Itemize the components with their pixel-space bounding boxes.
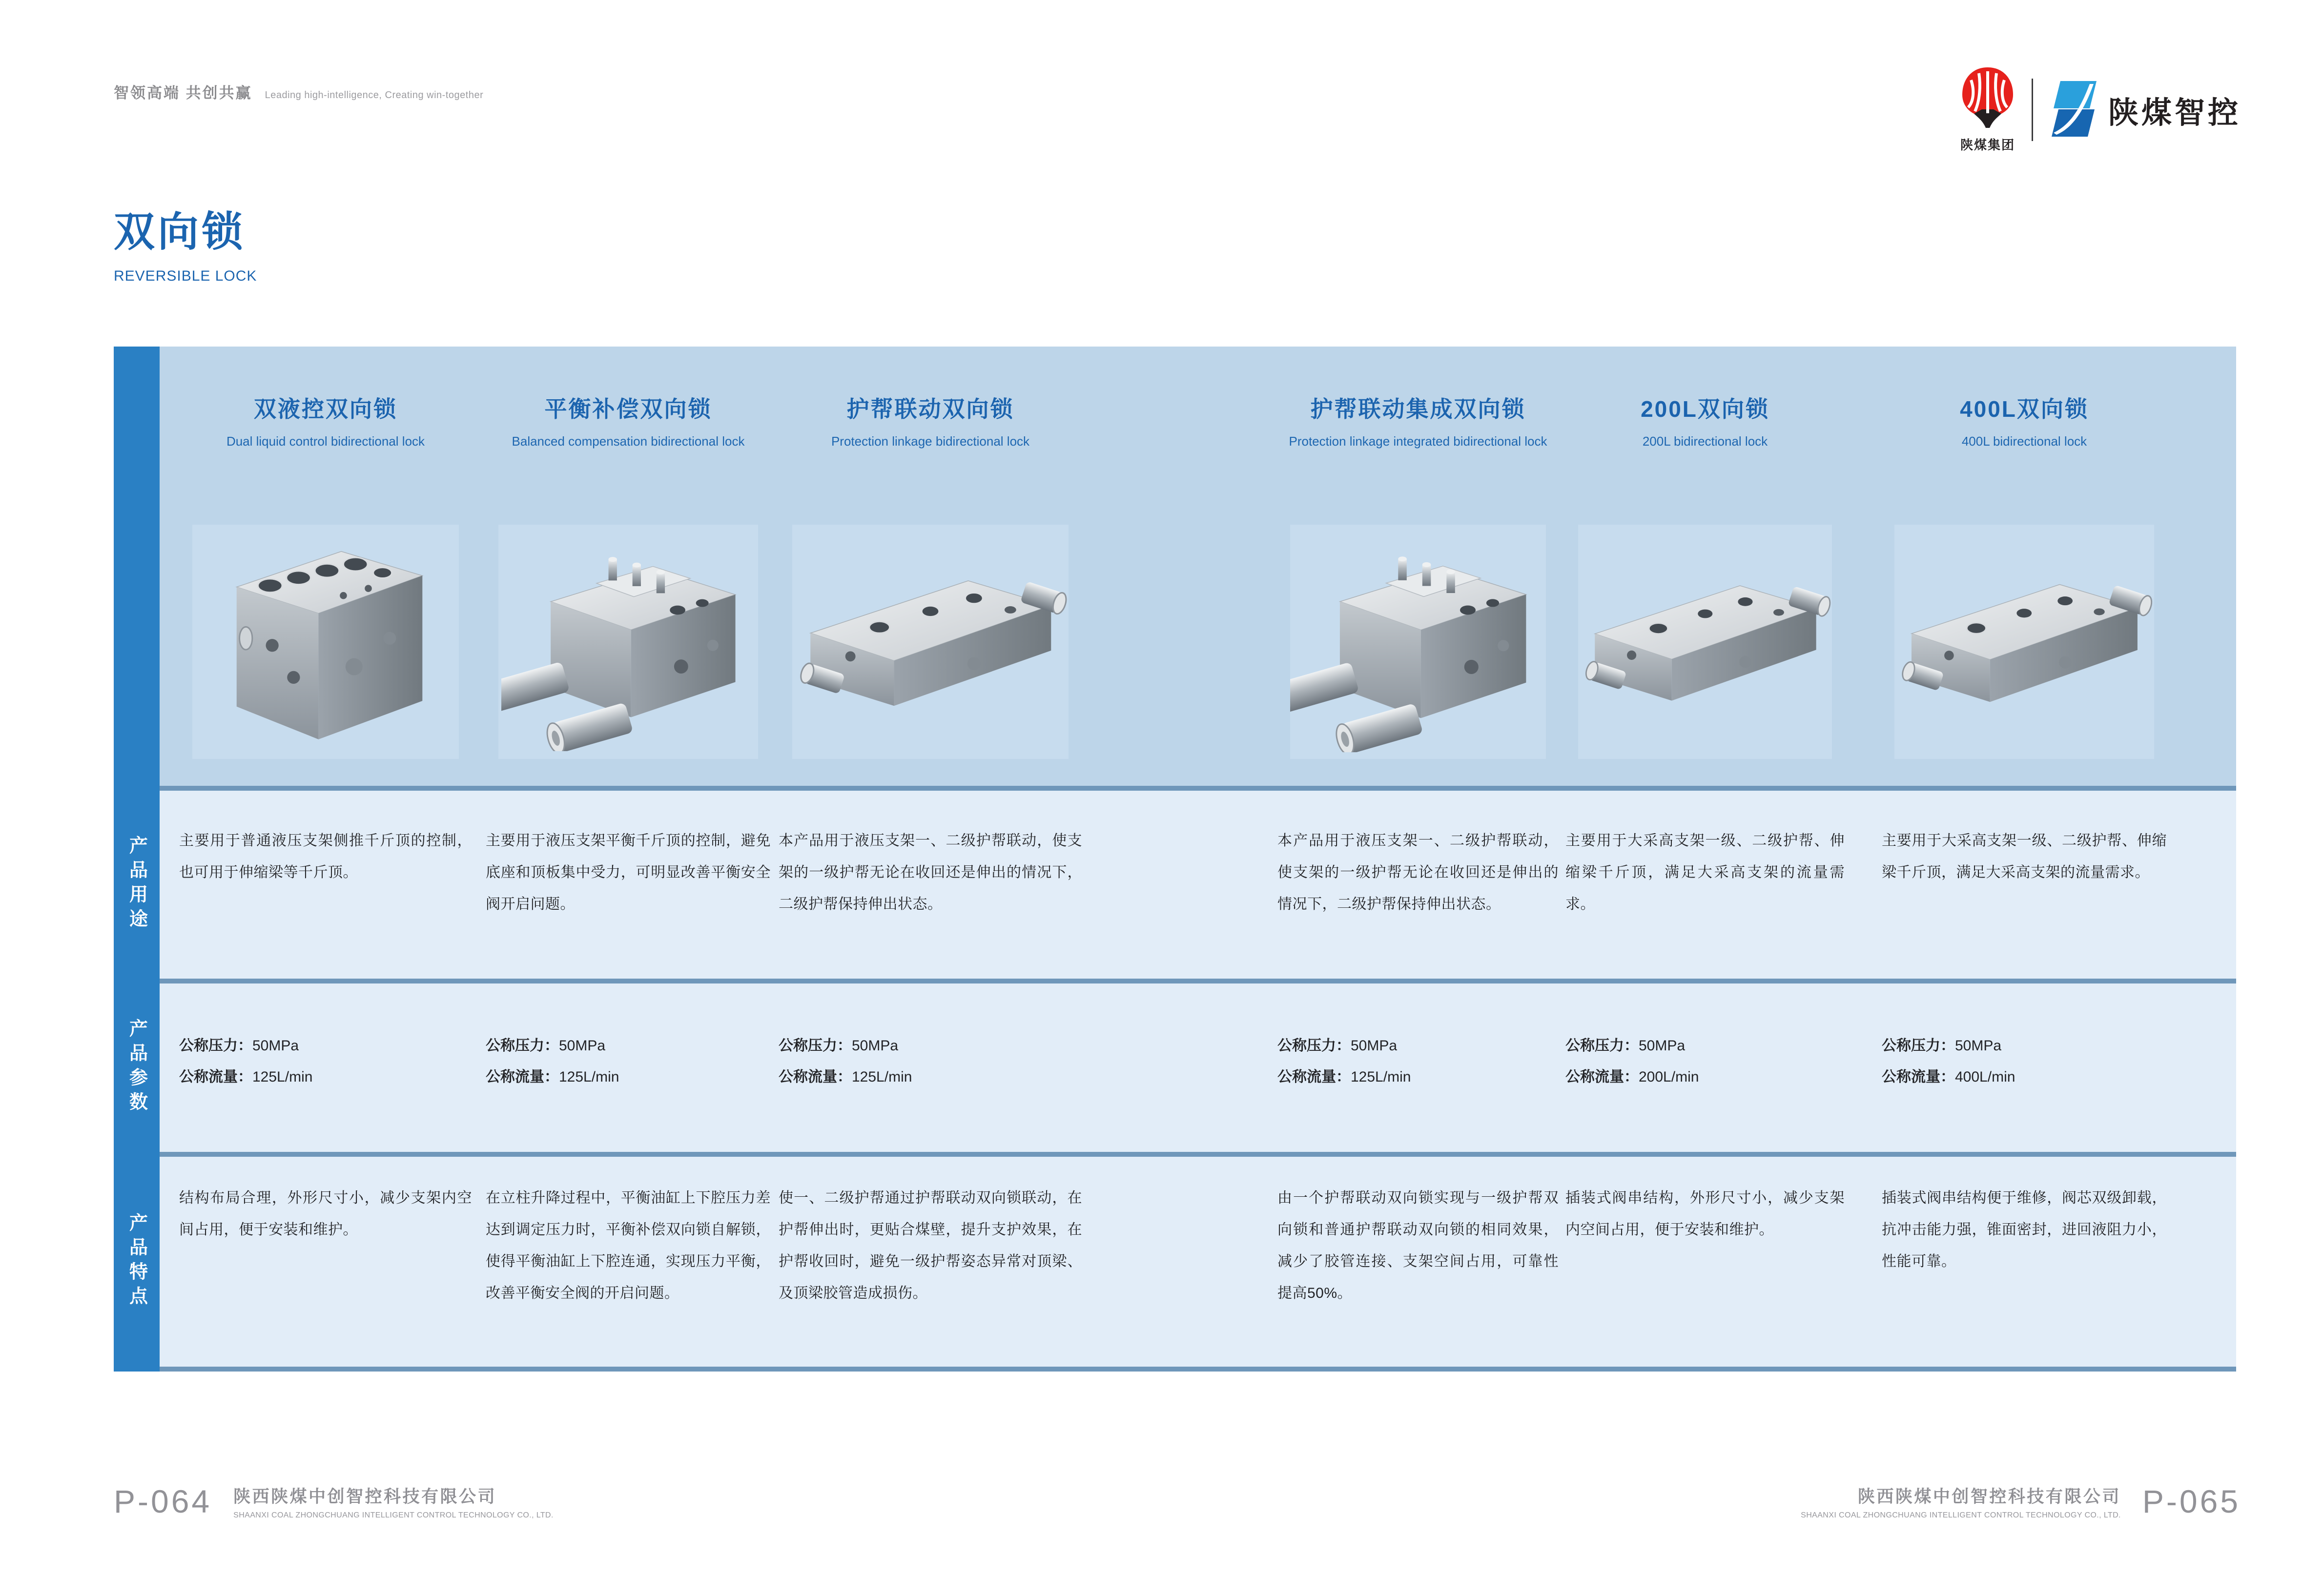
usage-cell [779,791,1082,979]
features-cell [486,1157,771,1367]
shanmei-zhikong-label: 陕煤智控 [2108,96,2241,130]
logo-divider [2032,79,2033,141]
flow-value: 200L/min [1639,1069,1699,1085]
flow-line [1277,1062,1559,1093]
product-name-cn: 护帮联动双向锁 [846,396,1014,422]
flow-value: 400L/min [1955,1069,2016,1085]
company-name-cn: 陕西陕煤中创智控科技有限公司 [1857,1487,2121,1506]
sidebar-label-features: 产品特点 [126,1213,147,1311]
features-row [160,1157,2236,1367]
features-text: 插装式阀串结构便于维修，阀芯双级卸载，抗冲击能力强，锥面密封，进回液阻力小，性能可靠。 [1882,1190,2167,1270]
product-image [498,525,758,759]
usage-cell [1565,791,1845,979]
features-text: 由一个护帮联动双向锁实现与一级护帮双向锁和普通护帮联动双向锁的相同效果，减少了胶管连接、支架空间占用，可靠性提高50%。 [1277,1190,1559,1301]
company-name-cn: 陕西陕煤中创智控科技有限公司 [233,1487,497,1506]
section-sidebar [114,347,160,1372]
product-image [1578,525,1832,759]
features-cell [779,1157,1082,1367]
pressure-line [1882,1030,2167,1062]
usage-cell [179,791,472,979]
usage-text: 主要用于大采高支架一级、二级护帮、伸缩梁千斤顶，满足大采高支架的流量需求。 [1882,833,2167,881]
flow-label: 公称流量： [1882,1069,1955,1085]
valve-block-illustration [792,551,1069,733]
features-cell [1882,1157,2167,1367]
features-cell [1277,1157,1559,1367]
flow-line [1565,1062,1845,1093]
flow-value: 125L/min [252,1069,313,1085]
flow-label: 公称流量： [779,1069,852,1085]
pressure-value: 50MPa [852,1038,899,1054]
pressure-line [179,1030,472,1062]
product-name-cn: 400L双向锁 [1960,396,2089,422]
header-logos [1960,68,2241,151]
params-cell [486,983,771,1152]
product-header-band [160,347,2236,786]
shanmei-group-logo [1960,66,2015,153]
pressure-value: 50MPa [1955,1038,2002,1054]
pressure-label: 公称压力： [1882,1038,1955,1054]
pressure-line [779,1030,1082,1062]
features-text: 使一、二级护帮通过护帮联动双向锁联动，在护帮伸出时，更贴合煤壁，提升支护效果，在护帮收回时，避免一级护帮姿态异常对顶梁、及顶梁胶管造成损伤。 [779,1190,1082,1301]
usage-cell [1882,791,2167,979]
slogan-cn: 智领高端 共创共赢 [114,84,252,102]
flow-line [179,1062,472,1093]
usage-text: 本产品用于液压支架一、二级护帮联动，使支架的一级护帮无论在收回还是伸出的情况下，二级护帮保持伸出状态。 [1277,833,1559,912]
product-name-en: Protection linkage integrated bidirectional lock [1289,434,1547,449]
row-divider [160,1152,2236,1157]
params-cell [1882,983,2167,1152]
company-signature [1801,1483,2121,1520]
product-image [1894,525,2154,759]
valve-block-illustration [501,532,755,751]
product-image [192,525,459,759]
features-text: 在立柱升降过程中，平衡油缸上下腔压力差达到调定压力时，平衡补偿双向锁自解锁，使得平衡油缸上下腔连通，实现压力平衡，改善平衡安全阀的开启问题。 [486,1190,771,1301]
params-cell [779,983,1082,1152]
page-title: 双向锁 [114,209,246,255]
features-text: 插装式阀串结构，外形尺寸小，减少支架内空间占用，便于安装和维护。 [1565,1190,1845,1238]
row-divider [160,786,2236,791]
shanmei-group-emblem-icon [1960,66,2015,131]
sidebar-label-params: 产品参数 [126,1019,147,1116]
sidebar-label-usage: 产品用途 [126,836,147,933]
pressure-line [1565,1030,1845,1062]
pressure-value: 50MPa [1351,1038,1398,1054]
product-column-5-header [1565,347,1845,786]
flow-label: 公称流量： [486,1069,559,1085]
flow-line [779,1062,1082,1093]
product-name-cn: 双液控双向锁 [254,396,397,422]
product-name-en: Balanced compensation bidirectional lock [512,434,745,449]
page-title-block [114,199,257,285]
product-image [792,525,1069,759]
features-cell [1565,1157,1845,1367]
product-name-en: Protection linkage bidirectional lock [831,434,1030,449]
page-number-right: P-065 [2142,1483,2241,1519]
product-name-cn: 护帮联动集成双向锁 [1310,396,1526,422]
pressure-line [486,1030,771,1062]
usage-text: 主要用于普通液压支架侧推千斤顶的控制，也可用于伸缩梁等千斤顶。 [179,833,472,881]
usage-cell [1277,791,1559,979]
flow-label: 公称流量： [179,1069,252,1085]
flow-value: 125L/min [559,1069,619,1085]
footer-left [114,1483,554,1520]
pressure-label: 公称压力： [179,1038,252,1054]
product-column-2-header [486,347,771,786]
params-cell [1565,983,1845,1152]
usage-row [160,791,2236,979]
footer-right [1801,1483,2241,1520]
product-name-cn: 平衡补偿双向锁 [544,396,712,422]
valve-block-illustration [1578,555,1832,728]
shanmei-group-label: 陕煤集团 [1960,138,2015,152]
flow-line [486,1062,771,1093]
pressure-label: 公称压力： [1565,1038,1639,1054]
valve-block-illustration [1290,529,1546,756]
panel-bottom-border [160,1367,2236,1372]
shanmei-zhikong-mark-icon [2050,80,2098,140]
flow-line [1882,1062,2167,1093]
product-column-4-header [1277,347,1559,786]
panel-content [160,347,2236,1372]
company-name-en: SHAANXI COAL ZHONGCHUANG INTELLIGENT CONTROL TECHNOLOGY CO., LTD. [233,1511,554,1519]
flow-label: 公称流量： [1565,1069,1639,1085]
flow-label: 公称流量： [1277,1069,1351,1085]
product-column-6-header [1882,347,2167,786]
features-text: 结构布局合理，外形尺寸小，减少支架内空间占用，便于安装和维护。 [179,1190,472,1238]
product-column-3-header [779,347,1082,786]
features-cell [179,1157,472,1367]
valve-block-illustration [204,532,448,752]
product-comparison-panel [114,347,2236,1372]
pressure-line [1277,1030,1559,1062]
usage-text: 主要用于大采高支架一级、二级护帮、伸缩梁千斤顶，满足大采高支架的流量需求。 [1565,833,1845,912]
slogan-en: Leading high-intelligence, Creating win-together [265,90,484,101]
pressure-value: 50MPa [1639,1038,1686,1054]
page-number-left: P-064 [114,1483,212,1519]
company-signature [233,1483,554,1520]
params-cell [1277,983,1559,1152]
valve-block-illustration [1894,554,2154,730]
pressure-value: 50MPa [252,1038,299,1054]
flow-value: 125L/min [852,1069,912,1085]
flow-value: 125L/min [1351,1069,1411,1085]
usage-text: 本产品用于液压支架一、二级护帮联动，使支架的一级护帮无论在收回还是伸出的情况下，二级护帮保持伸出状态。 [779,833,1082,912]
product-name-en: Dual liquid control bidirectional lock [226,434,425,449]
product-name-cn: 200L双向锁 [1641,396,1769,422]
company-name-en: SHAANXI COAL ZHONGCHUANG INTELLIGENT CONTROL TECHNOLOGY CO., LTD. [1801,1511,2121,1519]
pressure-label: 公称压力： [779,1038,852,1054]
params-cell [179,983,472,1152]
page-subtitle: REVERSIBLE LOCK [114,268,257,284]
header-slogan [114,81,483,102]
product-column-1-header [179,347,472,786]
shanmei-zhikong-logo [2050,80,2241,140]
usage-text: 主要用于液压支架平衡千斤顶的控制，避免底座和顶板集中受力，可明显改善平衡安全阀开启问题。 [486,833,771,912]
product-image [1290,525,1546,759]
pressure-label: 公称压力： [1277,1038,1351,1054]
pressure-value: 50MPa [559,1038,606,1054]
product-name-en: 400L bidirectional lock [1961,434,2087,449]
pressure-label: 公称压力： [486,1038,559,1054]
row-divider [160,979,2236,983]
usage-cell [486,791,771,979]
product-name-en: 200L bidirectional lock [1642,434,1768,449]
params-row [160,983,2236,1152]
